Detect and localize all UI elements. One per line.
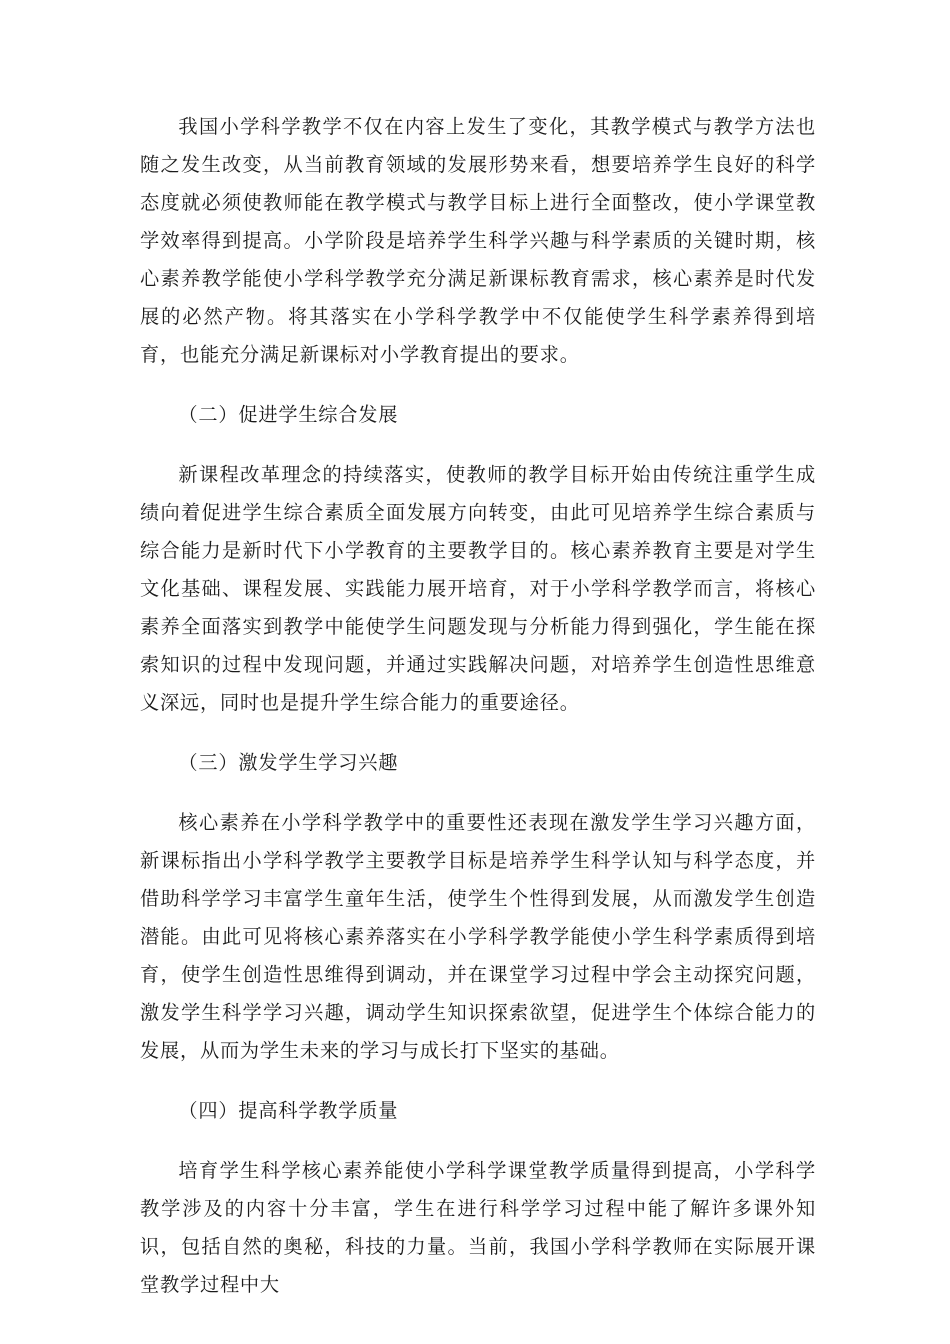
paragraph-comprehensive-development: 新课程改革理念的持续落实，使教师的教学目标开始由传统注重学生成绩向着促进学生综合素质全面发展方向转变，由此可见培养学生综合素质与综合能力是新时代下小学教育的主要教学目的。核心素养教育主要是对学生文化基础、课程发展、实践能力展开培育，对于小学科学教学而言，将核心素养全面落实到教学中能使学生问题发现与分析能力得到强化，学生能在探索知识的过程中发现问题，并通过实践解决问题，对培养学生创造性思维意义深远，同时也是提升学生综合能力的重要途径。 [140, 463, 816, 714]
section-heading-comprehensive-development: （二）促进学生综合发展 [178, 403, 399, 426]
paragraph-science-teaching-change: 我国小学科学教学不仅在内容上发生了变化，其教学模式与教学方法也随之发生改变，从当前教育领域的发展形势来看，想要培养学生良好的科学态度就必须使教师能在教学模式与教学目标上进行全面整改，使小学课堂教学效率得到提高。小学阶段是培养学生科学兴趣与科学素质的关键时期，核心素养教学能使小学科学教学充分满足新课标教育需求，核心素养是时代发展的必然产物。将其落实在小学科学教学中不仅能使学生科学素养得到培育，也能充分满足新课标对小学教育提出的要求。 [140, 115, 816, 366]
section-heading-learning-interest: （三）激发学生学习兴趣 [178, 751, 399, 774]
paragraph-teaching-quality: 培育学生科学核心素养能使小学科学课堂教学质量得到提高，小学科学教学涉及的内容十分丰富，学生在进行科学学习过程中能了解许多课外知识，包括自然的奥秘，科技的力量。当前，我国小学科学教师在实际展开课堂教学过程中大 [140, 1159, 816, 1296]
document-body [140, 108, 816, 1326]
paragraph-learning-interest: 核心素养在小学科学教学中的重要性还表现在激发学生学习兴趣方面，新课标指出小学科学教学主要教学目标是培养学生科学认知与科学态度，并借助科学学习丰富学生童年生活，使学生个性得到发展，从而激发学生创造潜能。由此可见将核心素养落实在小学科学教学能使小学生科学素质得到培育，使学生创造性思维得到调动，并在课堂学习过程中学会主动探究问题，激发学生科学学习兴趣，调动学生知识探索欲望，促进学生个体综合能力的发展，从而为学生未来的学习与成长打下坚实的基础。 [140, 811, 816, 1062]
section-heading-teaching-quality: （四）提高科学教学质量 [178, 1099, 399, 1122]
